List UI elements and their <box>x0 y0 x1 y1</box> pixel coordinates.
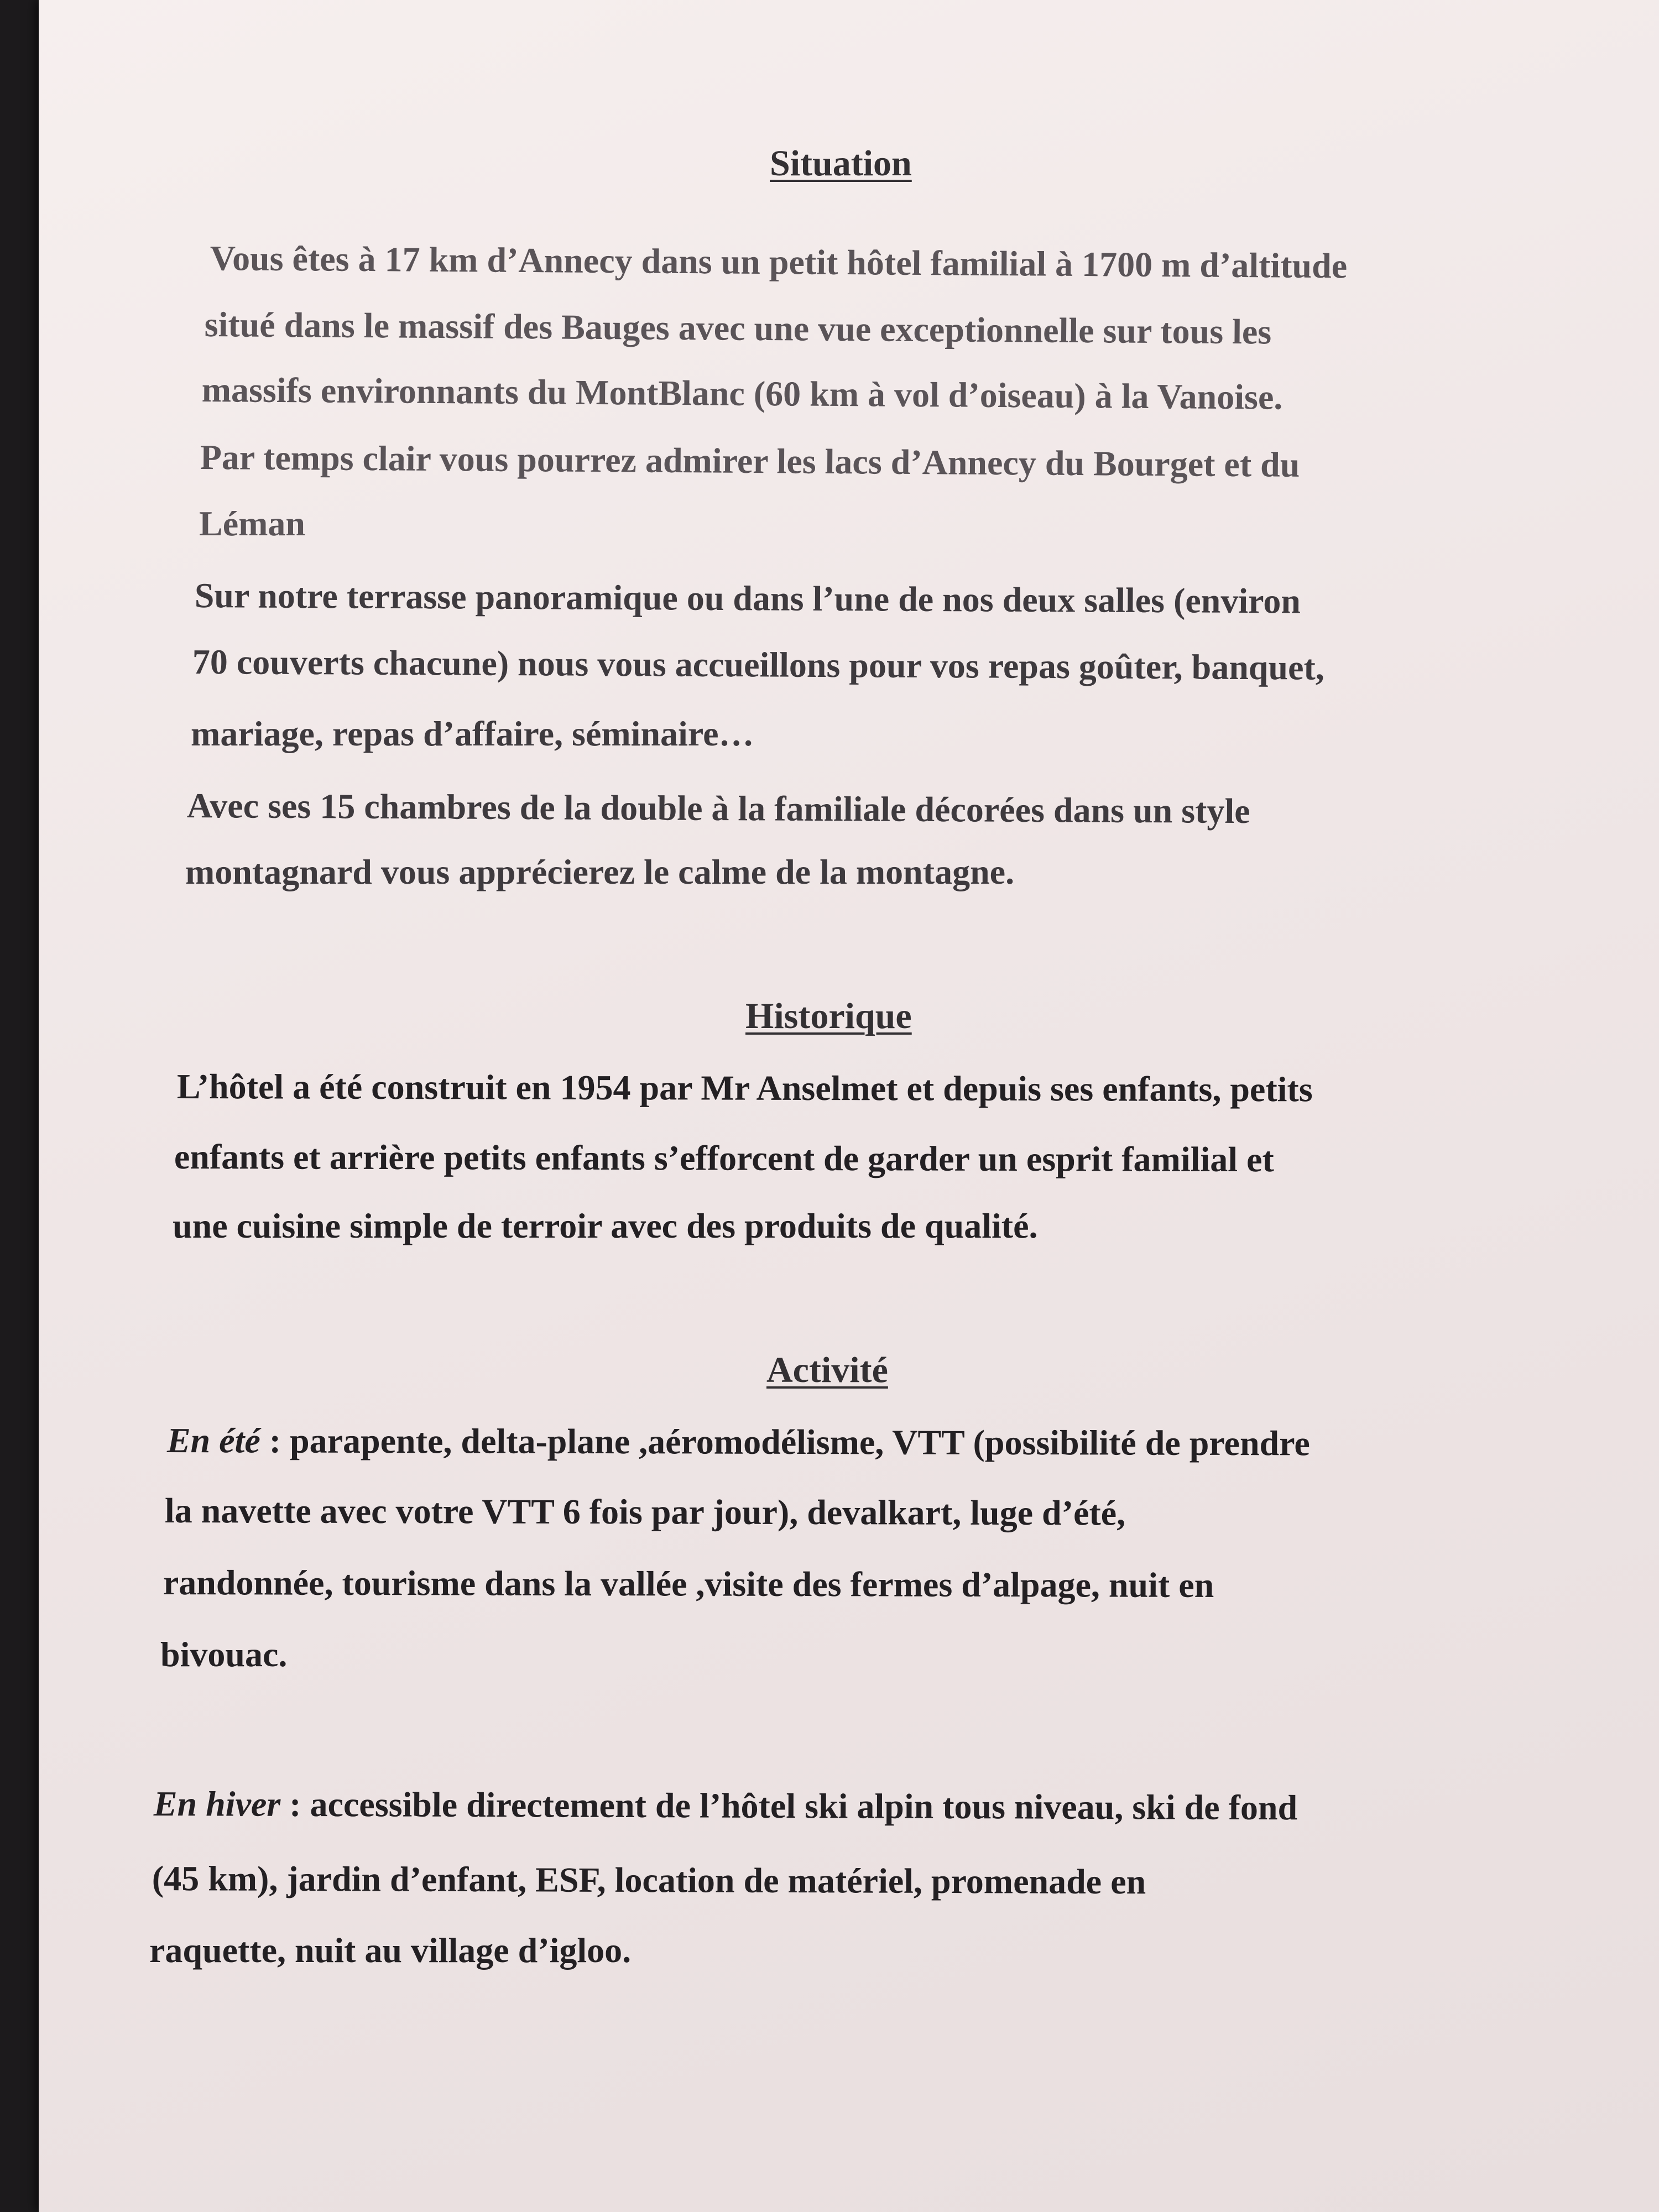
hiver-line-1-text: : accessible directement de l’hôtel ski alpin tous niveau, ski de fond <box>280 1784 1298 1828</box>
situation-line-2: situé dans le massif des Bauges avec une vue exceptionnelle sur tous les <box>204 305 1272 352</box>
ete-line-1-text: : parapente, delta-plane ,aéromodélisme, VTT (possibilité de prendre <box>260 1421 1310 1463</box>
situation-title: Situation <box>770 143 912 184</box>
situation-line-9: Avec ses 15 chambres de la double à la familiale décorées dans un style <box>186 786 1250 831</box>
hiver-line-2: (45 km), jardin d’enfant, ESF, location de matériel, promenade en <box>152 1859 1146 1902</box>
historique-line-1: L’hôtel a été construit en 1954 par Mr Anselmet et depuis ses enfants, petits <box>176 1067 1313 1109</box>
situation-line-5: Léman <box>199 504 305 543</box>
historique-line-3: une cuisine simple de terroir avec des produits de qualité. <box>173 1206 1038 1245</box>
hiver-line-1 <box>154 1783 1297 1828</box>
situation-line-3: massifs environnants du MontBlanc (60 km à vol d’oiseau) à la Vanoise. <box>201 370 1283 417</box>
activite-title: Activité <box>766 1350 888 1390</box>
situation-line-10: montagnard vous apprécierez le calme de la montagne. <box>185 852 1015 891</box>
situation-line-6: Sur notre terrasse panoramique ou dans l’une de nos deux salles (environ <box>194 576 1301 621</box>
historique-line-2: enfants et arrière petits enfants s’efforcent de garder un esprit familial et <box>174 1137 1274 1180</box>
hiver-line-3: raquette, nuit au village d’igloo. <box>149 1931 632 1970</box>
ete-line-2: la navette avec votre VTT 6 fois par jour), devalkart, luge d’été, <box>164 1491 1126 1533</box>
ete-label: En été <box>166 1421 260 1460</box>
situation-line-4: Par temps clair vous pourrez admirer les lacs d’Annecy du Bourget et du <box>200 437 1300 484</box>
document-page <box>39 0 1659 2212</box>
historique-title: Historique <box>745 996 912 1036</box>
ete-line-4: bivouac. <box>160 1635 288 1674</box>
ete-line-1 <box>167 1420 1310 1464</box>
hiver-label: En hiver <box>153 1784 281 1824</box>
ete-line-3: randonnée, tourisme dans la vallée ,visite des fermes d’alpage, nuit en <box>163 1563 1214 1605</box>
situation-line-8: mariage, repas d’affaire, séminaire… <box>191 714 754 753</box>
situation-line-7: 70 couverts chacune) nous vous accueillons pour vos repas goûter, banquet, <box>192 642 1324 687</box>
situation-line-1: Vous êtes à 17 km d’Annecy dans un petit hôtel familial à 1700 m d’altitude <box>210 238 1348 286</box>
